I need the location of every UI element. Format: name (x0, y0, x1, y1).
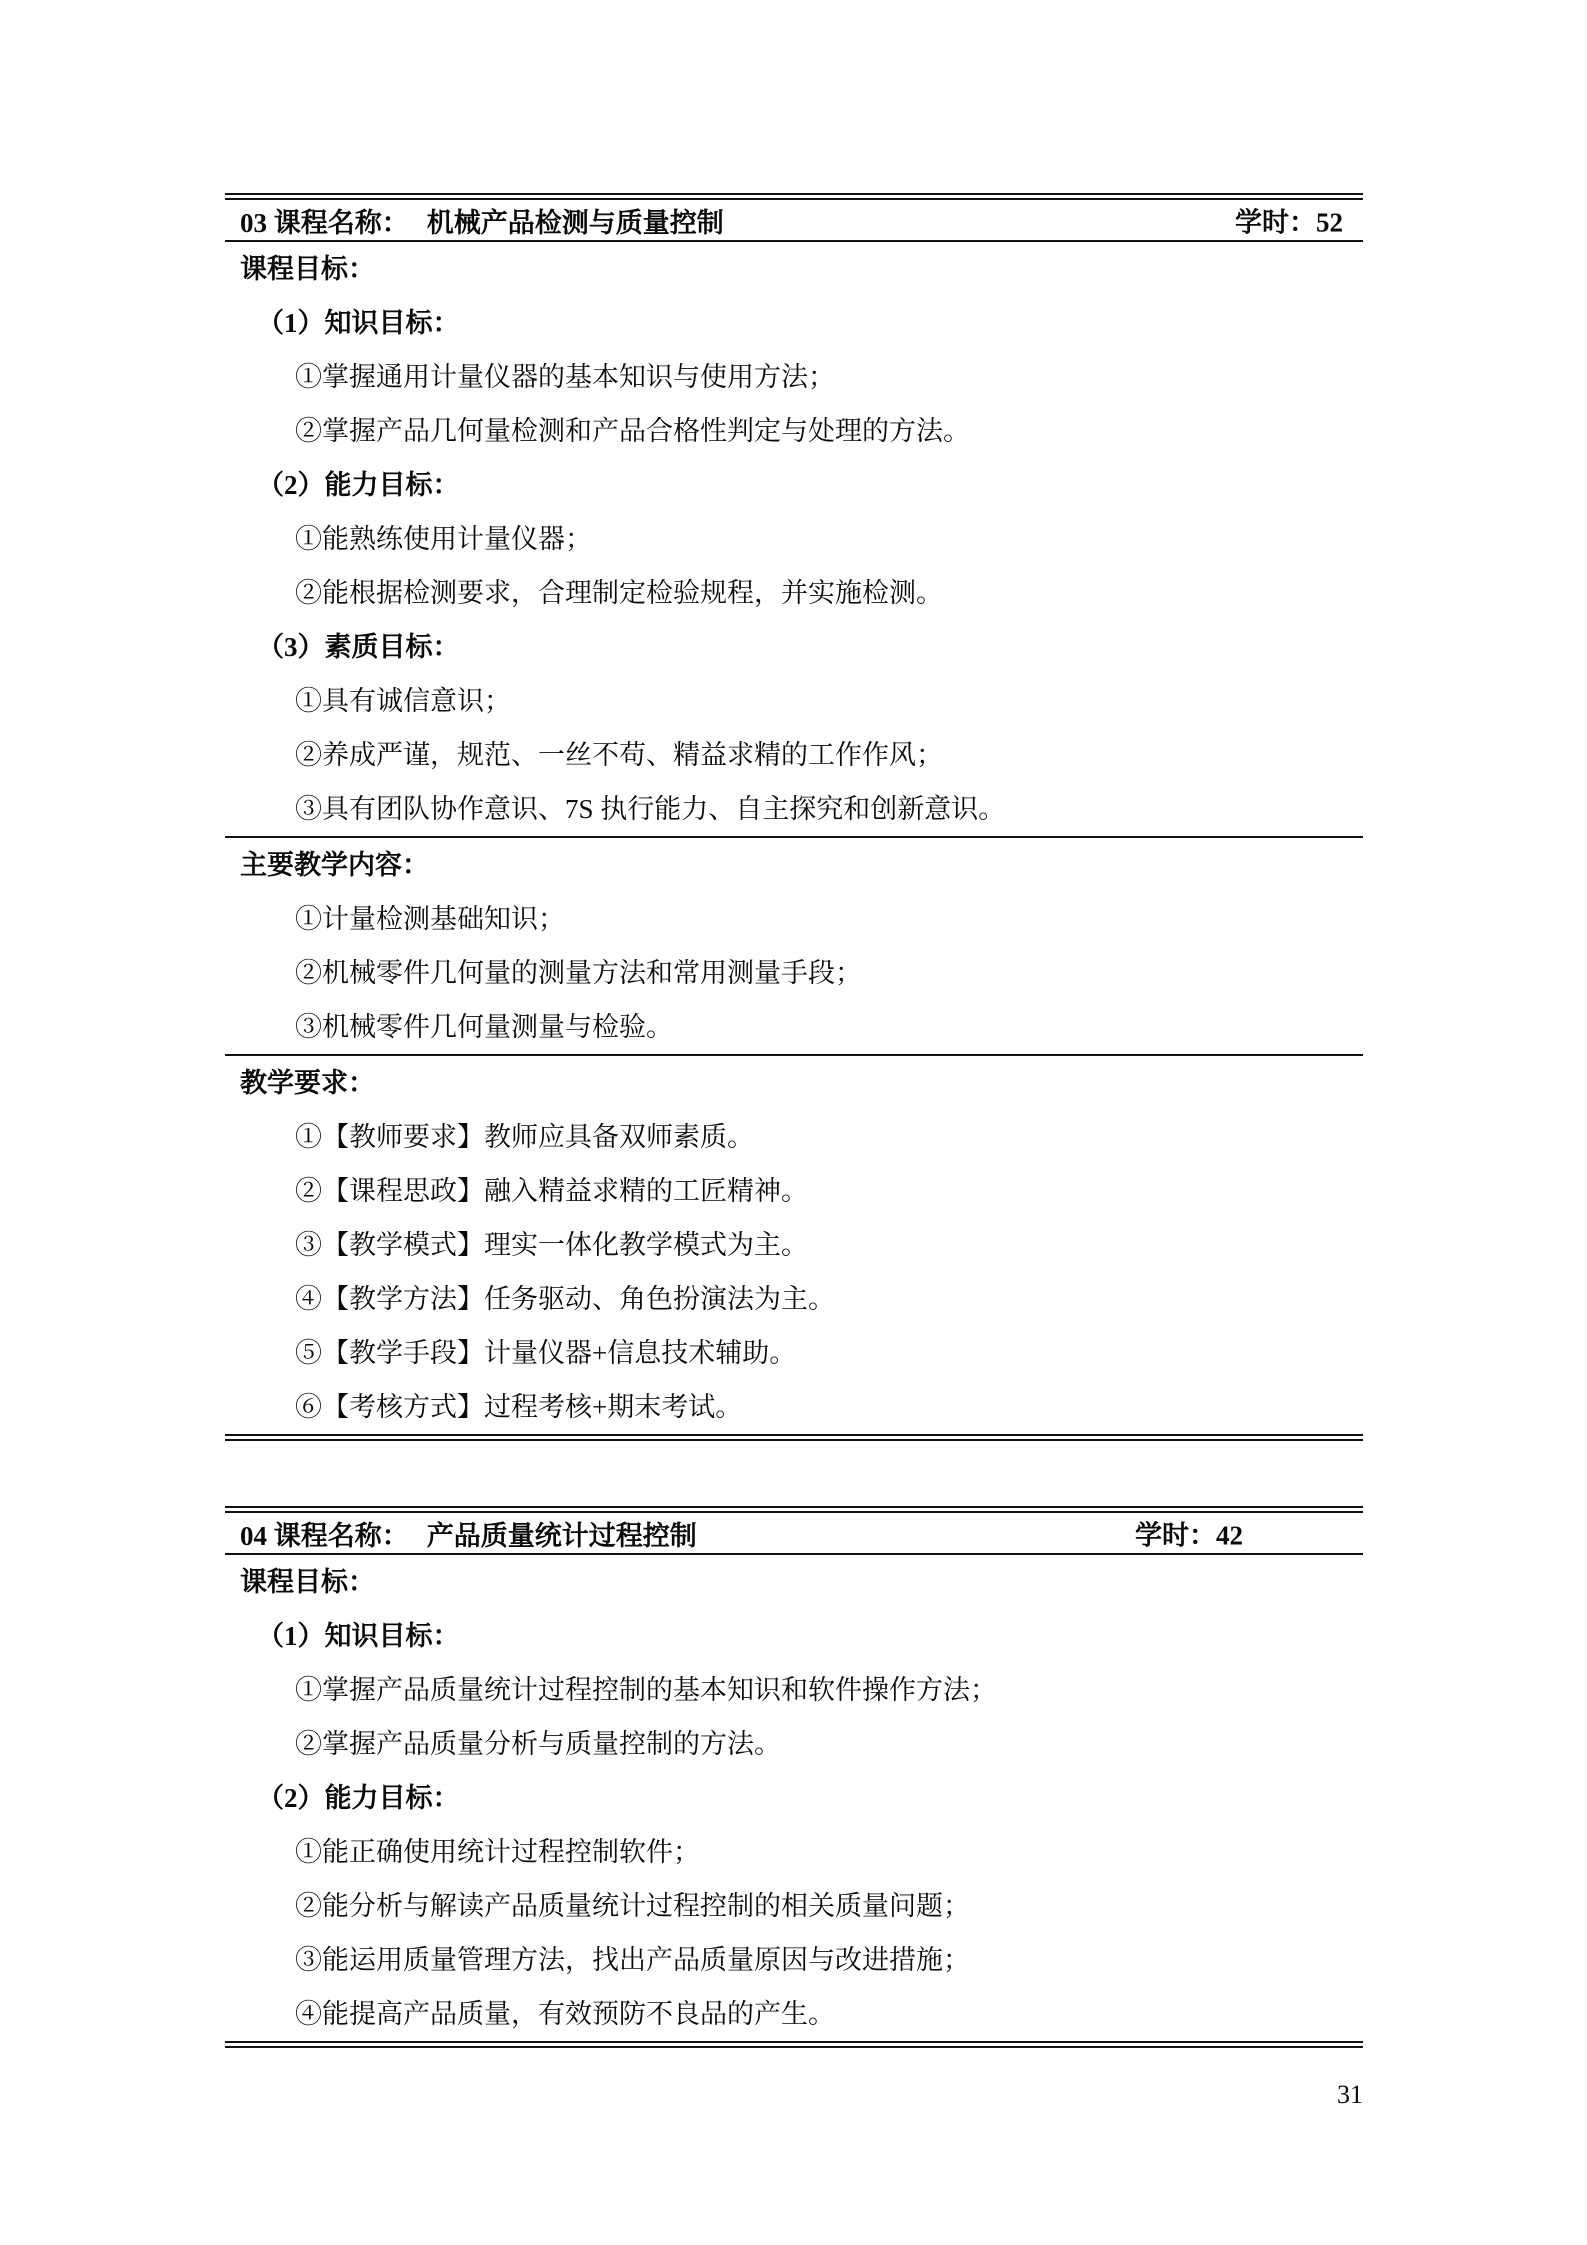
table-top-border (225, 193, 1363, 200)
table-top-border (225, 1506, 1363, 1513)
text-line: 教学要求： (240, 1068, 375, 1098)
text-line: ②能分析与解读产品质量统计过程控制的相关质量问题； (295, 1891, 970, 1921)
text-line: ①掌握产品质量统计过程控制的基本知识和软件操作方法； (295, 1675, 997, 1705)
text-line: ①具有诚信意识； (295, 686, 511, 716)
course-table-03 (225, 193, 1363, 1441)
text-line: ②掌握产品几何量检测和产品合格性判定与处理的方法。 (295, 416, 970, 446)
text-line: （1）知识目标： (257, 308, 460, 338)
text-line: ①能熟练使用计量仪器； (295, 524, 592, 554)
page-number: 31 (1337, 2080, 1363, 2109)
text-line: 课程目标： (240, 1567, 375, 1597)
course-number-label: 04 课程名称： (240, 1520, 409, 1551)
text-line: （2）能力目标： (257, 470, 460, 500)
page-content (225, 193, 1363, 2048)
text-line: ①【教师要求】教师应具备双师素质。 (295, 1122, 754, 1152)
text-line: ⑥【考核方式】过程考核+期末考试。 (295, 1392, 743, 1422)
text-line: （3）素质目标： (257, 632, 460, 662)
text-line: ③【教学模式】理实一体化教学模式为主。 (295, 1230, 808, 1260)
table-section (225, 1555, 1363, 2041)
text-line: ④【教学方法】任务驱动、角色扮演法为主。 (295, 1284, 835, 1314)
text-line: ②掌握产品质量分析与质量控制的方法。 (295, 1729, 781, 1759)
text-line: （1）知识目标： (257, 1621, 460, 1651)
table-bottom-border (225, 1434, 1363, 1441)
text-line: ①能正确使用统计过程控制软件； (295, 1837, 700, 1867)
course-title: 机械产品检测与质量控制 (426, 207, 724, 238)
table-bottom-border (225, 2041, 1363, 2048)
text-line: ⑤【教学手段】计量仪器+信息技术辅助。 (295, 1338, 797, 1368)
course-table-04 (225, 1506, 1363, 2048)
course-number-label: 03 课程名称： (240, 207, 409, 238)
text-line: ③具有团队协作意识、7S 执行能力、自主探究和创新意识。 (295, 794, 1006, 824)
course-hours: 学时：42 (1135, 1520, 1243, 1551)
text-line: ②能根据检测要求，合理制定检验规程，并实施检测。 (295, 578, 943, 608)
course-header-row (225, 1513, 1363, 1553)
text-line: ②机械零件几何量的测量方法和常用测量手段； (295, 958, 862, 988)
table-section (225, 838, 1363, 1054)
table-section (225, 242, 1363, 836)
text-line: ④能提高产品质量，有效预防不良品的产生。 (295, 1999, 835, 2029)
text-line: ③机械零件几何量测量与检验。 (295, 1012, 673, 1042)
text-line: （2）能力目标： (257, 1783, 460, 1813)
text-line: ①计量检测基础知识； (295, 904, 565, 934)
text-line: ②【课程思政】融入精益求精的工匠精神。 (295, 1176, 808, 1206)
course-title: 产品质量统计过程控制 (426, 1520, 697, 1551)
table-section (225, 1056, 1363, 1434)
text-line: 主要教学内容： (240, 850, 429, 880)
course-header-row (225, 200, 1363, 240)
text-line: 课程目标： (240, 254, 375, 284)
table-body (225, 1555, 1363, 2041)
table-body (225, 242, 1363, 1434)
course-hours: 学时：52 (1235, 207, 1343, 238)
text-line: ③能运用质量管理方法，找出产品质量原因与改进措施； (295, 1945, 970, 1975)
text-line: ①掌握通用计量仪器的基本知识与使用方法； (295, 362, 835, 392)
text-line: ②养成严谨，规范、一丝不苟、精益求精的工作作风； (295, 740, 943, 770)
